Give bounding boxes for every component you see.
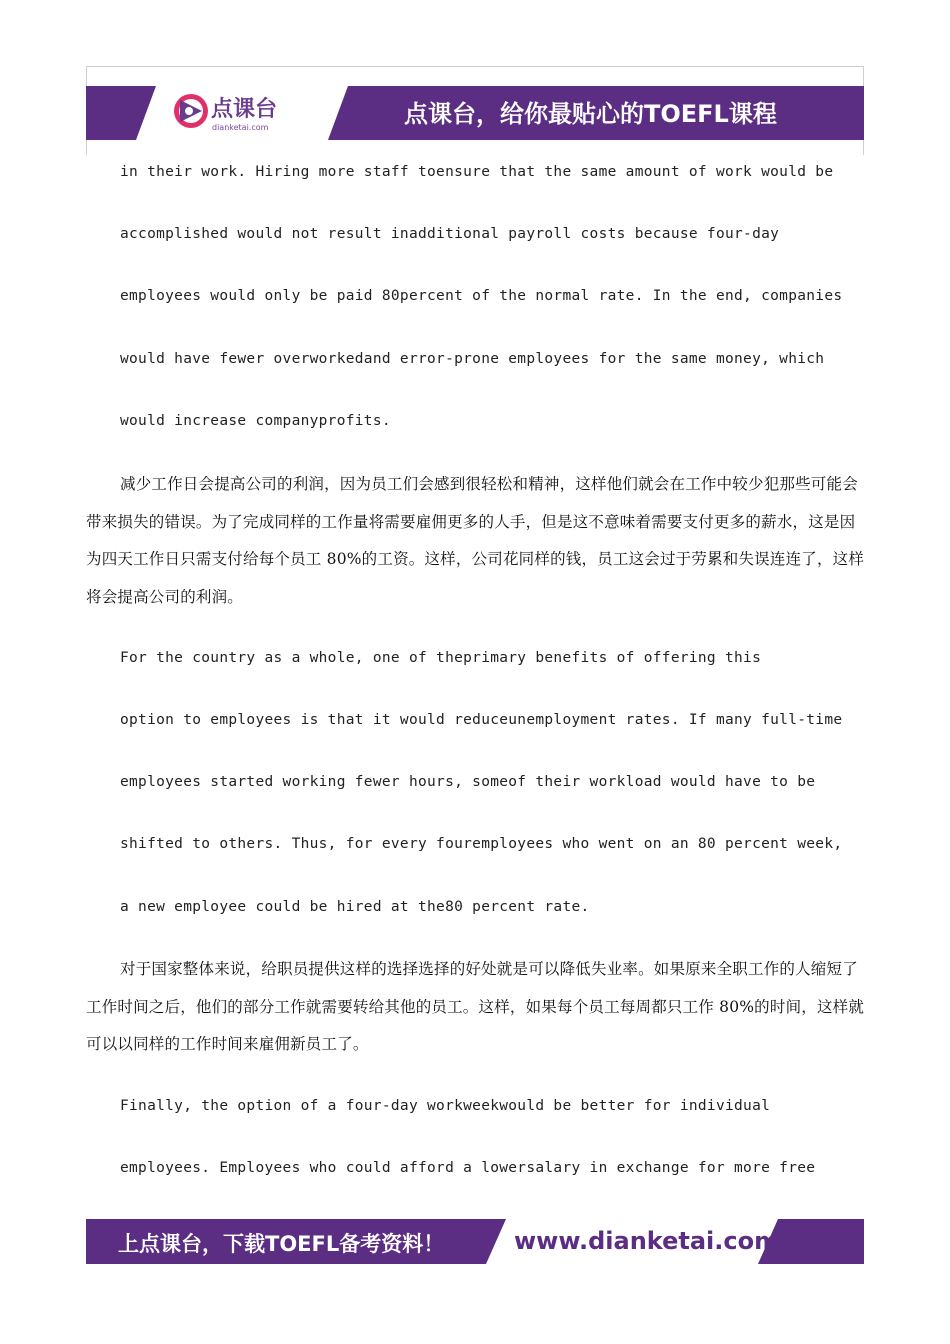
paragraph-line: employees started working fewer hours, someof their workload would have to be (120, 774, 816, 790)
paragraph-line: would increase companyprofits. (120, 413, 391, 429)
header-top-border (86, 66, 864, 67)
paragraph-line: employees would only be paid 80percent of the normal rate. In the end, companies (120, 288, 843, 304)
chinese-paragraph-2: 对于国家整体来说，给职员提供这样的选择选择的好处就是可以降低失业率。如果原来全职工作的人缩短了工作时间之后，他们的部分工作就需要转给其他的员工。这样，如果每个员工每周都只工作 80%的时间，这样就可以以同样的工作时间来雇佣新员工了。 (86, 960, 865, 1053)
footer-promo-text: 上点课台，下载TOEFL备考资料！ (118, 1232, 445, 1256)
header-banner (86, 86, 864, 140)
paragraph-line: Finally, the option of a four-day workweekwould be better for individual (120, 1098, 771, 1114)
paragraph-line: option to employees is that it would reduceunemployment rates. If many full-time (120, 712, 843, 728)
chinese-paragraph-1: 减少工作日会提高公司的利润，因为员工们会感到很轻松和精神，这样他们就会在工作中较少犯那些可能会带来损失的错误。为了完成同样的工作量将需要雇佣更多的人手，但是这不意味着需要支付更多的薪水，这是因为四天工作日只需支付给每个员工 80%的工资。这样，公司花同样的钱，员工这会过于劳累和失误连连了，这样将会提高公司的利润。 (86, 475, 865, 606)
footer-banner (86, 1219, 864, 1264)
paragraph-line: accomplished would not result inadditional payroll costs because four-day (120, 226, 780, 242)
paragraph-line: in their work. Hiring more staff toensure that the same amount of work would be (120, 164, 834, 180)
logo-icon (174, 94, 208, 128)
paragraph-line: employees. Employees who could afford a lowersalary in exchange for more free (120, 1160, 816, 1176)
footer-website-link[interactable]: www.dianketai.com (514, 1227, 780, 1255)
paragraph-line: For the country as a whole, one of theprimary benefits of offering this (120, 650, 762, 666)
paragraph-line: a new employee could be hired at the80 percent rate. (120, 899, 590, 915)
header-slogan: 点课台，给你最贴心的TOEFL课程 (404, 100, 777, 128)
logo-url: dianketai.com (212, 123, 269, 132)
logo-name: 点课台 (211, 97, 278, 122)
paragraph-line: shifted to others. Thus, for every fouremployees who went on an 80 percent week, (120, 836, 843, 852)
paragraph-line: would have fewer overworkedand error-prone employees for the same money, which (120, 351, 825, 367)
